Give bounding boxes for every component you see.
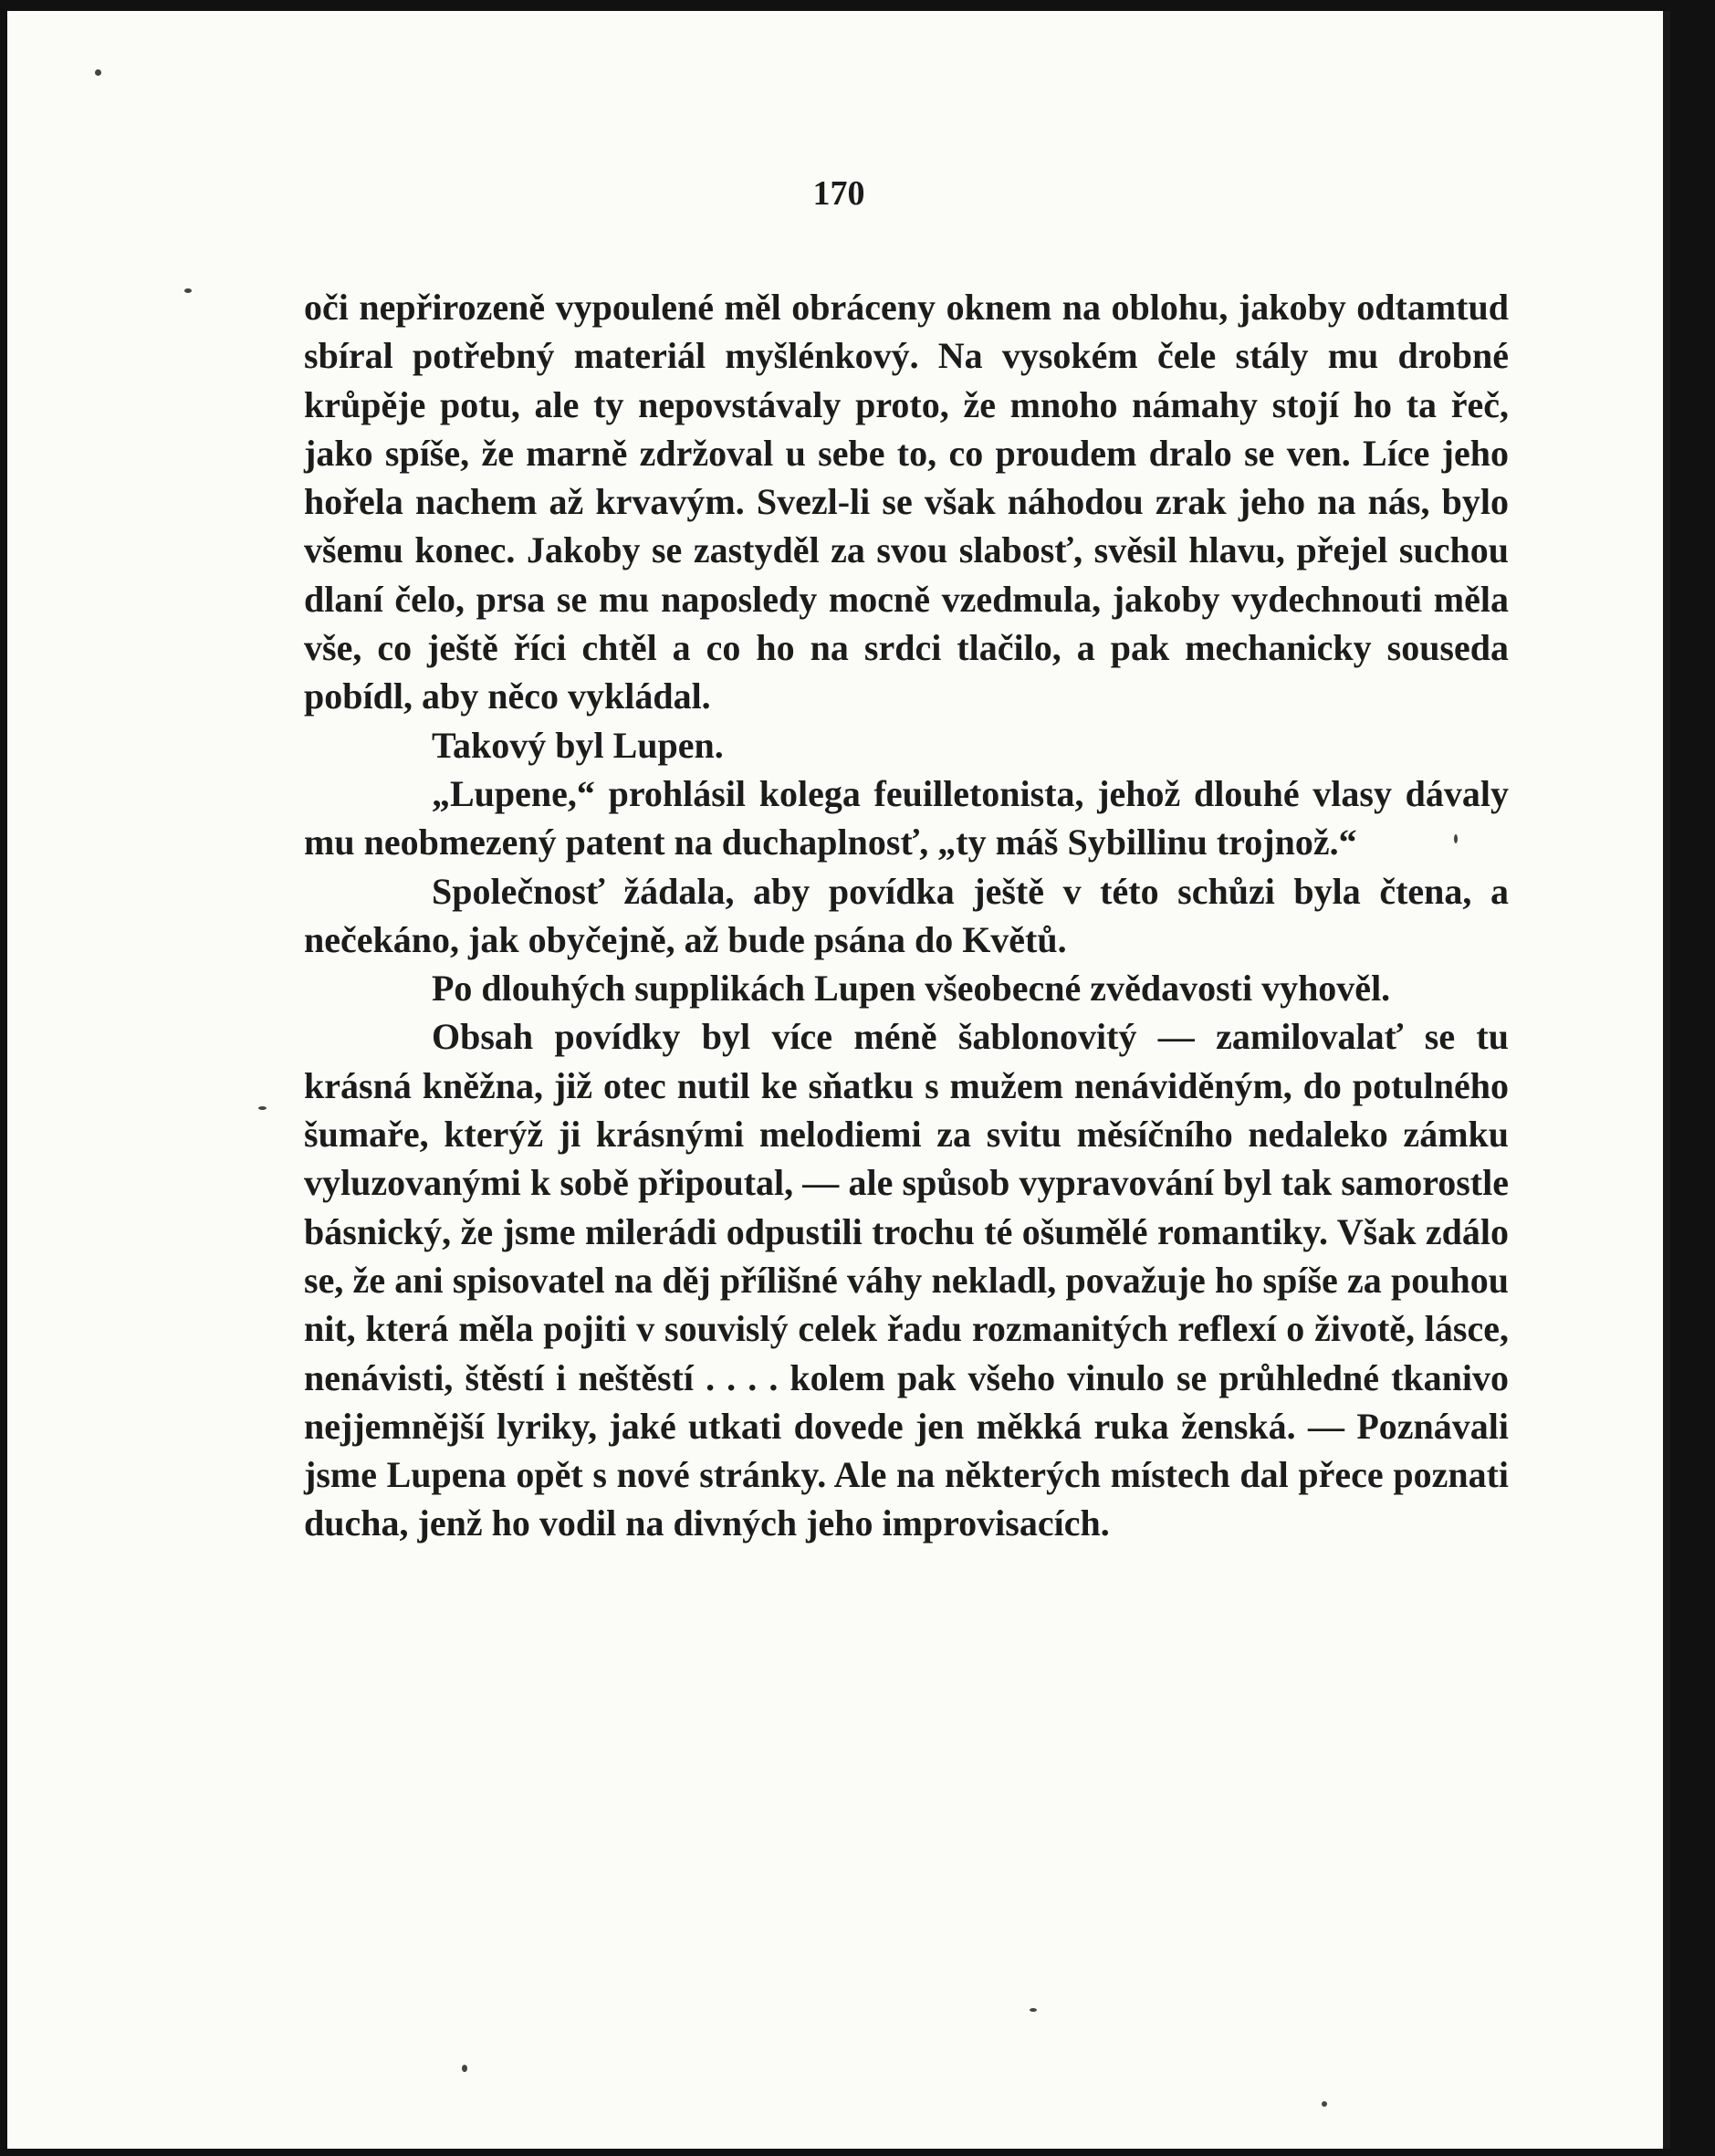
scan-speck: [1454, 834, 1458, 843]
paragraph-2: Takový byl Lupen.: [432, 724, 724, 766]
paragraph-5: Po dlouhých supplikách Lupen všeobecné zvědavosti vyhověl.: [432, 968, 1391, 1010]
paragraph-6: Obsah povídky byl více méně šablonovitý — zamilovalať se tu krásná kněžna, již otec nutil ke sňatku s mužem nenáviděným, do potulného šumaře, kterýž ji krásnými melodiemi za svitu měsíčního nedaleko zámku vyluzovanými k sobě připoutal, — ale spůsob vypravování byl tak samorostle básnický, že jsme milerádi odpustili trochu té ošumělé romantiky. Však zdálo se, že ani spisovatel na děj přílišné váhy nekladl, považuje ho spíše za pouhou nit, která měla pojiti v souvislý celek řadu rozmanitých reflexí o životě, lásce, nenávisti, štěstí i neštěstí . . . . kolem pak všeho vinulo se průhledné tkanivo nejjemnější lyriky, jaké utkati dovede jen měkká ruka ženská. — Poznávali jsme Lupena opět s nové stránky. Ale na některých místech dal přece poznati ducha, jenž ho vodil na divných jeho improvisacích.: [304, 1016, 1509, 1544]
scan-speck: [184, 288, 192, 293]
page-number: 170: [812, 174, 865, 213]
paragraph-1: oči nepřirozeně vypoulené měl obráceny oknem na oblohu, jakoby odtamtud sbíral potřebný materiál myšlénkový. Na vysokém čele stály mu drobné krůpěje potu, ale ty nepovstávaly proto, že mnoho námahy stojí ho ta řeč, jako spíše, že marně zdržoval u sebe to, co proudem dralo se ven. Líce jeho hořela nachem až krvavým. Svezl-li se však náhodou zrak jeho na nás, bylo všemu konec. Jakoby se zastyděl za svou slabosť, svěsil hlavu, přejel suchou dlaní čelo, prsa se mu naposledy mocně vzedmula, jakoby vydechnouti měla vše, co ještě říci chtěl a co ho na srdci tlačilo, a pak mechanicky souseda pobídl, aby něco vykládal.: [304, 287, 1509, 717]
scan-speck: [1322, 2101, 1327, 2107]
paragraph-4: Společnosť žádala, aby povídka ještě v této schůzi byla čtena, a nečekáno, jak obyčejně, až bude psána do Květů.: [304, 870, 1509, 960]
book-page: [7, 11, 1670, 2149]
scan-speck: [258, 1106, 267, 1110]
page-edge-shadow: [1663, 11, 1670, 2149]
body-text: [304, 283, 1509, 1548]
scan-speck: [462, 2065, 467, 2072]
scan-speck: [1030, 2008, 1037, 2012]
paragraph-3: „Lupene,“ prohlásil kolega feuilletonista, jehož dlouhé vlasy dávaly mu neobmezený patent na duchaplnosť, „ty máš Sybillinu trojnož.“: [304, 772, 1509, 863]
scan-speck: [95, 69, 101, 76]
